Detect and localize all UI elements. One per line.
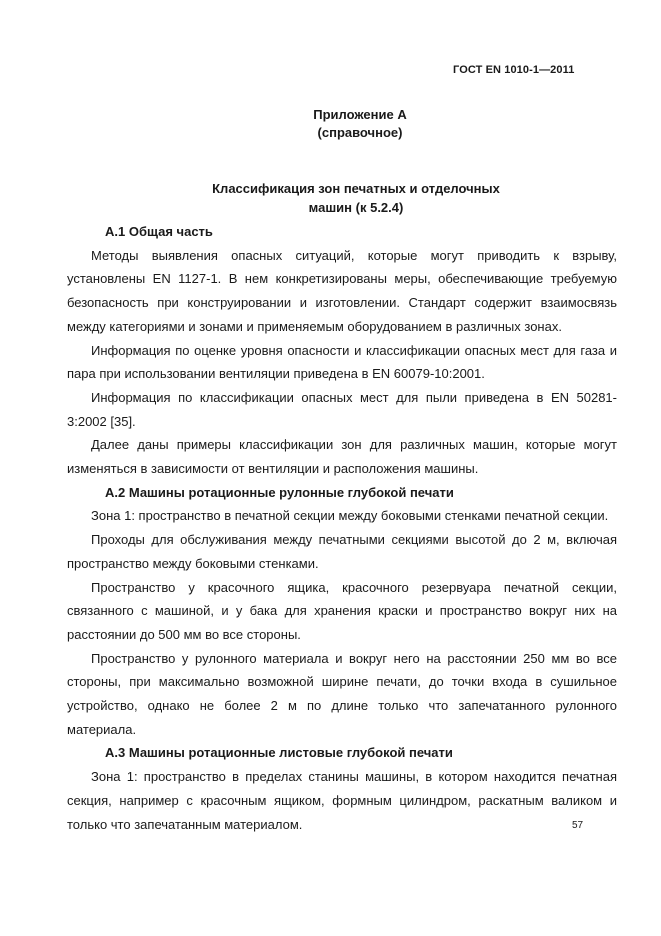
classification-title (0, 179, 661, 217)
paragraph: Зона 1: пространство в пределах станины машины, в котором находится печатная секция, например с красочным ящиком, формным цилиндром, раскатным валиком и только что запечатанным материалом. (67, 769, 617, 832)
paragraph: Далее даны примеры классификации зон для различных машин, которые могут изменяться в зависимости от вентиляции и расположения машины. (67, 437, 617, 477)
page-number: 57 (572, 820, 584, 831)
document-body (67, 220, 617, 836)
paragraph: Пространство у красочного ящика, красочного резервуара печатной секции, связанного с машиной, и у бака для хранения краски и пространство вокруг них на расстоянии до 500 мм во все стороны. (67, 579, 617, 642)
paragraph: Пространство у рулонного материала и вокруг него на расстоянии 250 мм во все стороны, при максимально возможной ширине печати, до точки входа в сушильное устройство, однако не более 2 м по длине только что запечатанного рулонного материала. (67, 650, 617, 737)
appendix-note: (справочное) (317, 125, 403, 140)
paragraph: Зона 1: пространство в печатной секции между боковыми стенками печатной секции. (91, 508, 609, 524)
section-heading-a1: А.1 Общая часть (105, 224, 213, 239)
paragraph: Проходы для обслуживания между печатными секциями высотой до 2 м, включая пространство между боковыми стенками. (67, 532, 617, 571)
paragraph: Информация по оценке уровня опасности и классификации опасных мест для газа и пара при использовании вентиляции приведена в EN 60079-10:2001. (67, 342, 617, 382)
section-heading-a2: А.2 Машины ротационные рулонные глубокой печати (105, 484, 454, 500)
paragraph: Информация по классификации опасных мест для пыли приведена в EN 50281-3:2002 [35]. (67, 389, 617, 429)
classification-title-line2: машин (к 5.2.4) (308, 200, 404, 215)
paragraph: Методы выявления опасных ситуаций, которые могут приводить к взрыву, установлены EN 1127-1. В нем конкретизированы меры, обеспечивающие требуемую безопасность при конструировании и изготовлении. Стандарт содержит взаимосвязь между категориями и зонами и применяемым оборудованием в различных зонах. (67, 247, 617, 334)
classification-title-line1: Классификация зон печатных и отделочных (212, 181, 500, 196)
document-code: ГОСТ EN 1010-1—2011 (453, 64, 575, 76)
appendix-title: Приложение А (313, 107, 407, 122)
section-heading-a3: А.3 Машины ротационные листовые глубокой печати (105, 745, 453, 761)
